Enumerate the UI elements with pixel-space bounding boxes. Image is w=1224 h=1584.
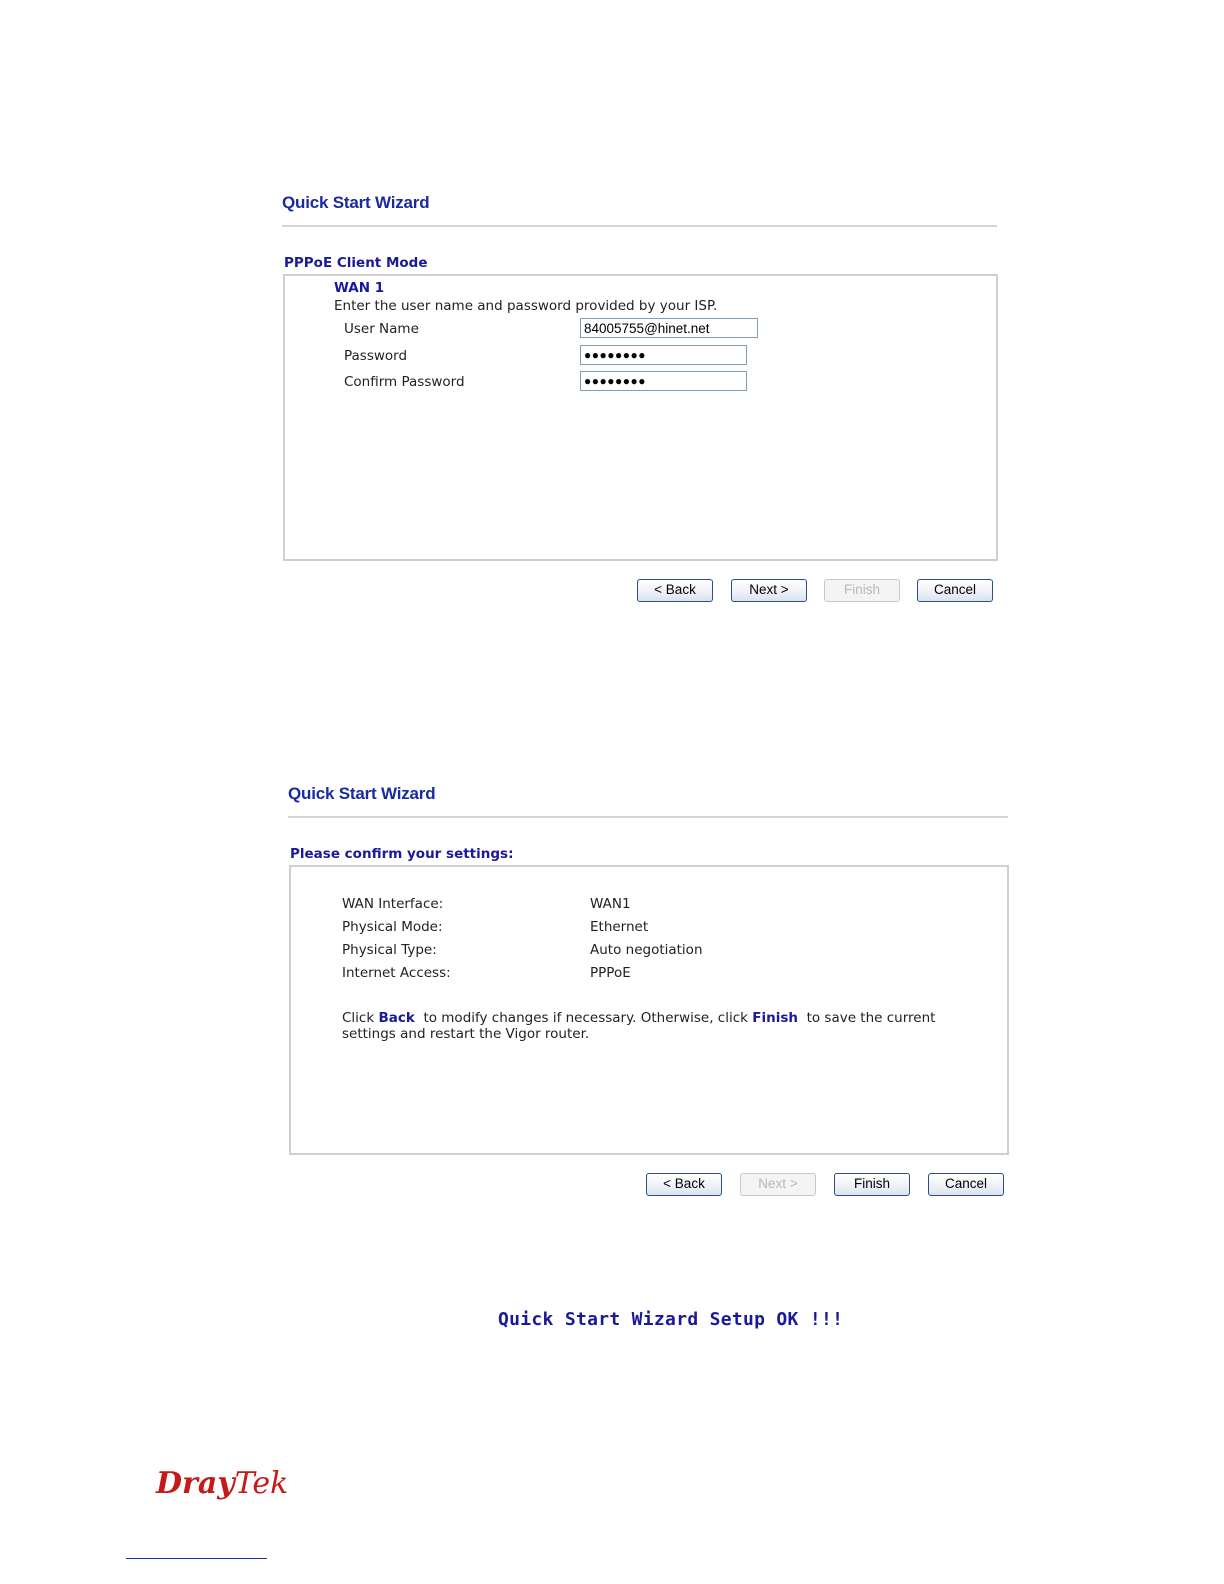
confirm-password-label: Confirm Password [344, 374, 465, 390]
row-label: Internet Access: [342, 965, 451, 981]
user-name-input[interactable]: 84005755@hinet.net [580, 318, 758, 338]
row-value: Auto negotiation [590, 942, 703, 958]
user-name-label: User Name [344, 321, 419, 337]
draytek-logo [156, 1466, 288, 1501]
wizard-title: Quick Start Wizard [288, 784, 436, 803]
confirm-password-input[interactable]: ●●●●●●●● [580, 371, 747, 391]
title-divider [282, 225, 997, 227]
wizard-title: Quick Start Wizard [282, 193, 430, 212]
row-label: Physical Mode: [342, 919, 443, 935]
title-divider [288, 816, 1008, 818]
password-label: Password [344, 348, 408, 364]
wan-label: WAN 1 [334, 280, 385, 296]
back-button[interactable]: < Back [637, 579, 713, 602]
confirm-note [342, 1010, 935, 1026]
logo-part-tek: Tek [234, 1466, 289, 1501]
row-label: Physical Type: [342, 942, 437, 958]
section-title: Please confirm your settings: [290, 846, 514, 862]
note-text: to modify changes if necessary. Otherwise, click [414, 1010, 753, 1026]
logo-part-dray: Dray [156, 1466, 235, 1501]
password-input[interactable]: ●●●●●●●● [580, 345, 747, 365]
cancel-button[interactable]: Cancel [917, 579, 993, 602]
back-button[interactable]: < Back [646, 1173, 722, 1196]
row-value: WAN1 [590, 896, 631, 912]
row-value: PPPoE [590, 965, 631, 981]
note-finish-keyword: Finish [752, 1010, 798, 1026]
row-label: WAN Interface: [342, 896, 444, 912]
cancel-button[interactable]: Cancel [928, 1173, 1004, 1196]
instruction-text: Enter the user name and password provided by your ISP. [334, 298, 718, 314]
note-back-keyword: Back [378, 1010, 415, 1026]
note-text: to save the current [797, 1010, 936, 1026]
section-title: PPPoE Client Mode [284, 255, 428, 271]
confirm-note-line2: settings and restart the Vigor router. [342, 1026, 590, 1042]
finish-button: Finish [824, 579, 900, 602]
next-button: Next > [740, 1173, 816, 1196]
footer-divider [126, 1558, 267, 1559]
row-value: Ethernet [590, 919, 649, 935]
next-button[interactable]: Next > [731, 579, 807, 602]
finish-button[interactable]: Finish [834, 1173, 910, 1196]
setup-ok-message: Quick Start Wizard Setup OK !!! [498, 1309, 844, 1330]
note-text: Click [342, 1010, 379, 1026]
